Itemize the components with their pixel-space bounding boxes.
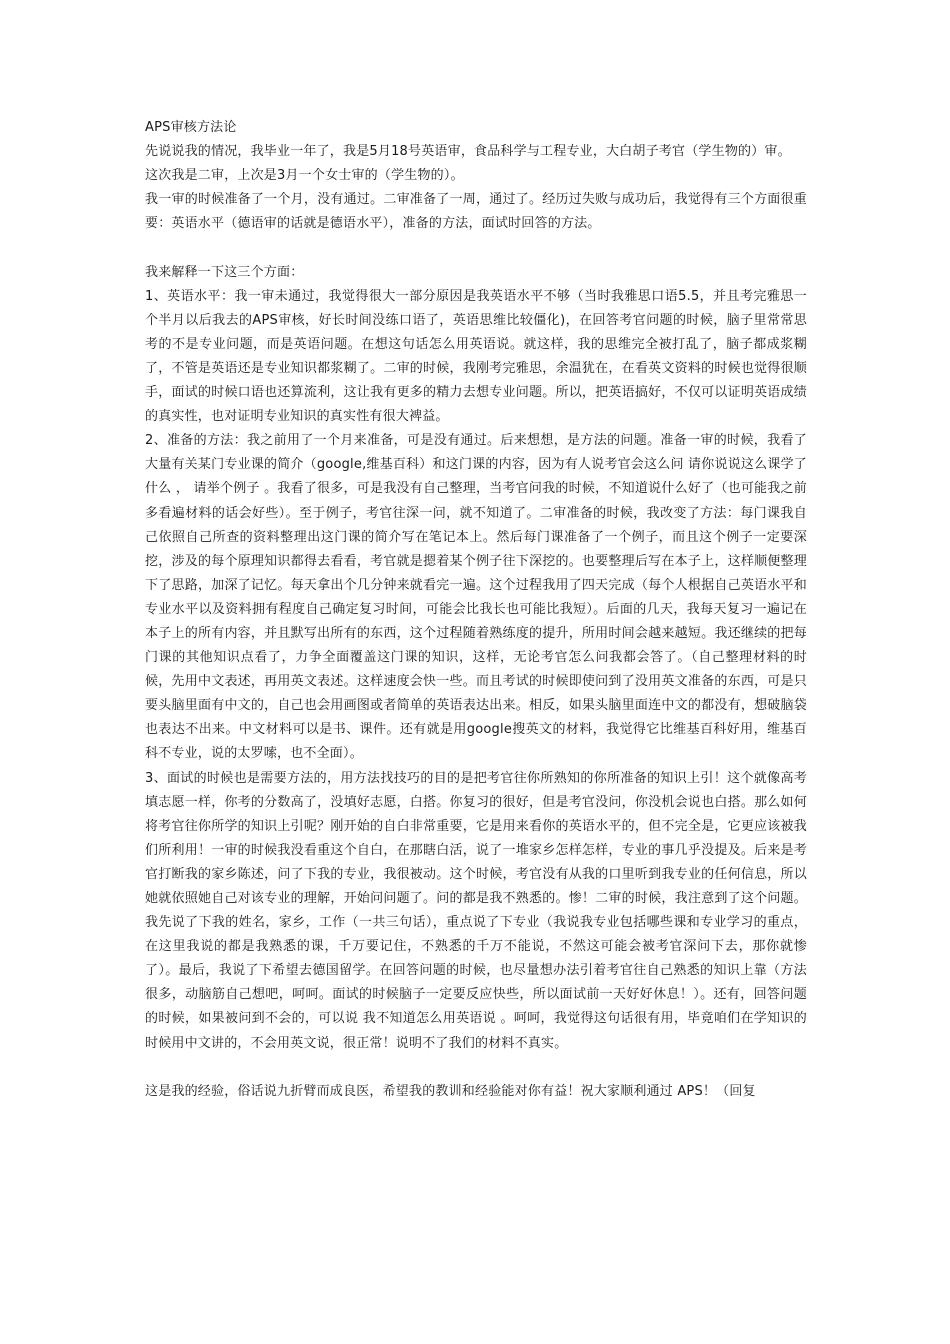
paragraph-preparation-method: 2、准备的方法：我之前用了一个月来准备，可是没有通过。后来想想，是方法的问题。准备一审的时候，我看了大量有关某门专业课的简介（google,维基百科）和这门课的内容，因为有人说考官会这么问 请你说说这么课学了什么 ， 请举个例子 。我看了很多，可是我没有自己整理，当考官问我的时候，不知道说什么好了（也可能我之前多看遍材料的话会好些）。至于例子，考官往深一问，就不知道了。二审准备的时候，我改变了方法：每门课我自己依照自己所查的资料整理出这门课的简介写在笔记本上。然后每门课准备了一个例子，而且这个例子一定要深挖，涉及的每个原理知识都得去看看，考官就是摁着某个例子往下深挖的。也要整理后写在本子上，这样顺便整理下了思路，加深了记忆。每天拿出个几分钟来就看完一遍。这个过程我用了四天完成（每个人根据自己英语水平和专业水平以及资料拥有程度自己确定复习时间，可能会比我长也可能比我短）。后面的几天，我每天复习一遍记在本子上的所有内容，并且默写出所有的东西，这个过程随着熟练度的提升，所用时间会越来越短。我还继续的把每门课的其他知识点看了，力争全面覆盖这门课的知识，这样，无论考官怎么问我都会答了。（自己整理材料的时候，先用中文表述，再用英文表述。这样速度会快一些。而且考试的时候即使问到了没用英文准备的东西，可是只要头脑里面有中文的，自己也会用画图或者简单的英语表达出来。相反，如果头脑里面连中文的都没有，想破脑袋也表达不出来。中文材料可以是书、课件。还有就是用google搜英文的材料，我觉得它比维基百科好用，维基百科不专业，说的太罗嗦，也不全面）。 <box>145 433 807 762</box>
paragraph-explain-heading: 我来解释一下这三个方面： <box>145 264 304 280</box>
paragraph-english-level: 1、英语水平：我一审未通过，我觉得很大一部分原因是我英语水平不够（当时我雅思口语5.5，并且考完雅思一个半月以后我去的APS审核，好长时间没练口语了，英语思维比较僵化)，在回答考官问题的时候，脑子里常常思考的不是专业问题，而是英语问题。在想这句话怎么用英语说。就这样，我的思维完全被打乱了，脑子都成浆糊了，不管是英语还是专业知识都浆糊了。二审的时候，我刚考完雅思，余温犹在，在看英文资料的时候也觉得很顺手，面试的时候口语也还算流利，这让我有更多的精力去想专业问题。所以，把英语搞好，不仅可以证明英语成绩的真实性，也对证明专业知识的真实性有很大裨益。 <box>145 288 807 425</box>
blank-line <box>145 236 807 260</box>
paragraph-interview-method: 3、面试的时候也是需要方法的，用方法找技巧的目的是把考官往你所熟知的你所准备的知识上引！这个就像高考填志愿一样，你考的分数高了，没填好志愿，白搭。你复习的很好，但是考官没问，你没机会说也白搭。那么如何将考官往你所学的知识上引呢？刚开始的自白非常重要，它是用来看你的英语水平的，但不完全是，它更应该被我们所利用！一审的时候我没看重这个自白，在那瞎白活，说了一堆家乡怎样怎样，专业的事几乎没提及。后来是考官打断我的家乡陈述，问了下我的专业，我很被动。这个时候，考官没有从我的口里听到我专业的任何信息，所以她就依照她自己对该专业的理解，开始问问题了。问的都是我不熟悉的。惨！二审的时候，我注意到了这个问题。我先说了下我的姓名，家乡，工作（一共三句话），重点说了下专业（我说我专业包括哪些课和专业学习的重点，在这里我说的都是我熟悉的课，千万要记住，不熟悉的千万不能说，不然这可能会被考官深问下去，那你就惨了）。最后，我说了下希望去德国留学。在回答问题的时候，也尽量想办法引着考官往自己熟悉的知识上靠（方法很多，动脑筋自己想吧，呵呵。面试的时候脑子一定要反应快些，所以面试前一天好好休息！）。还有，回答问题的时候，如果被问到不会的，可以说 我不知道怎么用英语说 。呵呵，我觉得这句话很有用，毕竟咱们在学知识的时候用中文讲的，不会用英文说，很正常！说明不了我们的材料不真实。 <box>145 770 807 1051</box>
paragraph-three-aspects: 我一审的时候准备了一个月，没有通过。二审准备了一周，通过了。经历过失败与成功后，我觉得有三个方面很重要：英语水平（德语审的话就是德语水平），准备的方法，面试时回答的方法。 <box>145 192 807 232</box>
blank-line <box>145 1056 807 1080</box>
paragraph-intro: 先说说我的情况，我毕业一年了，我是5月18号英语审，食品科学与工程专业，大白胡子考官（学生物的）审。 <box>145 144 791 160</box>
document-title: APS审核方法论 <box>145 120 237 135</box>
paragraph-second-review: 这次我是二审，上次是3月一个女士审的（学生物的）。 <box>145 168 464 184</box>
paragraph-closing: 这是我的经验，俗话说九折臂而成良医，希望我的教训和经验能对你有益！祝大家顺利通过 APS！（回复 <box>145 1083 756 1099</box>
document-body <box>145 116 807 1104</box>
